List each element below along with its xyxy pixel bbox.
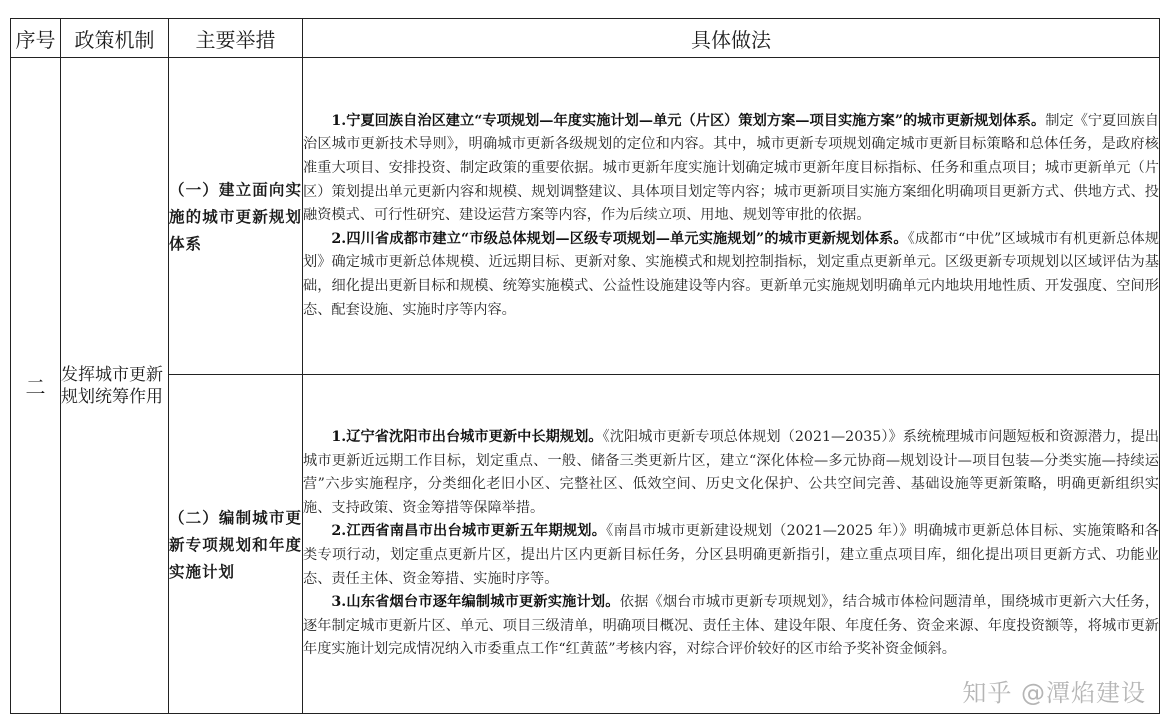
detail-paragraph xyxy=(303,110,1159,228)
detail-body: 《南昌市城市更新建设规划（2021—2025 年）》明确城市更新总体目标、实施策略和各类专项行动，划定重点更新片区，提出片区内更新目标任务，分区县明确更新指引，建立重点项目库，细化提出项目更新方式、功能业态、责任主体、资金筹措、实施时序等。 xyxy=(303,523,1159,587)
detail-lead: 1.宁夏回族自治区建立“专项规划—年度实施计划—单元（片区）策划方案—项目实施方案”的城市更新规划体系。 xyxy=(331,112,1046,129)
header-measure: 主要举措 xyxy=(169,19,303,58)
mechanism-cell: 发挥城市更新规划统筹作用 xyxy=(61,58,169,714)
table-header-row xyxy=(11,19,1160,58)
header-mechanism: 政策机制 xyxy=(61,19,169,58)
row-number: 二 xyxy=(11,58,61,714)
detail-paragraph xyxy=(303,426,1159,520)
table-row xyxy=(11,58,1160,375)
detail-cell xyxy=(303,58,1160,375)
detail-body: 依据《烟台市城市更新专项规划》，结合城市体检问题清单，围绕城市更新六大任务，逐年制定城市更新片区、单元、项目三级清单，明确项目概况、责任主体、建设年限、年度任务、资金来源、年度投资额等，将城市更新年度实施计划完成情况纳入市委重点工作“红黄蓝”考核内容，对综合评价较好的区市给予奖补资金倾斜。 xyxy=(303,594,1160,658)
detail-paragraph xyxy=(303,228,1159,322)
detail-body: 《成都市“中优”区域城市有机更新总体规划》确定城市更新总体规模、近远期目标、更新对象、实施模式和规划控制指标，划定重点更新单元。区级更新专项规划以区域评估为基础，细化提出更新目标和规模、统筹实施模式、公益性设施建设等内容。更新单元实施规划明确单元内地块用地性质、开发强度、空间形态、配套设施、实施时序等内容。 xyxy=(303,230,1159,318)
detail-lead: 3.山东省烟台市逐年编制城市更新实施计划。 xyxy=(331,594,620,611)
policy-table xyxy=(10,18,1160,714)
detail-lead: 2.江西省南昌市出台城市更新五年期规划。 xyxy=(331,523,607,540)
watermark: 知乎 @潭焰建设 xyxy=(962,679,1146,707)
header-no: 序号 xyxy=(11,19,61,58)
detail-paragraph xyxy=(303,591,1159,662)
detail-cell xyxy=(303,375,1160,714)
table-row xyxy=(11,375,1160,714)
detail-paragraph xyxy=(303,520,1159,591)
policy-table-wrapper xyxy=(10,18,1160,714)
measure-cell: （一）建立面向实施的城市更新规划体系 xyxy=(169,58,303,375)
detail-body: 制定《宁夏回族自治区城市更新技术导则》，明确城市更新各级规划的定位和内容。其中，城市更新专项规划确定城市更新目标策略和总体任务，是政府核准重大项目、安排投资、制定政策的重要依据。城市更新年度实施计划确定城市更新年度目标指标、任务和重点项目；城市更新单元（片区）策划提出单元更新内容和规模、规划调整建议、具体项目划定等内容；城市更新项目实施方案细化明确项目更新方式、供地方式、投融资模式、可行性研究、建设运营方案等内容，作为后续立项、用地、规划等审批的依据。 xyxy=(303,112,1159,224)
measure-cell: （二）编制城市更新专项规划和年度实施计划 xyxy=(169,375,303,714)
detail-lead: 2.四川省成都市建立“市级总体规划—区级专项规划—单元实施规划”的城市更新规划体系。 xyxy=(331,230,908,247)
header-detail: 具体做法 xyxy=(303,19,1160,58)
detail-lead: 1.辽宁省沈阳市出台城市更新中长期规划。 xyxy=(331,429,603,446)
detail-body: 《沈阳城市更新专项总体规划（2021—2035）》系统梳理城市问题短板和资源潜力，提出城市更新近远期工作目标，划定重点、一般、储备三类更新片区，建立“深化体检—多元协商—规划设计—项目包装—分类实施—持续运营”六步实施程序，分类细化老旧小区、完整社区、低效空间、历史文化保护、公共空间完善、基础设施等更新策略，明确更新组织实施、支持政策、资金筹措等保障举措。 xyxy=(303,429,1160,516)
